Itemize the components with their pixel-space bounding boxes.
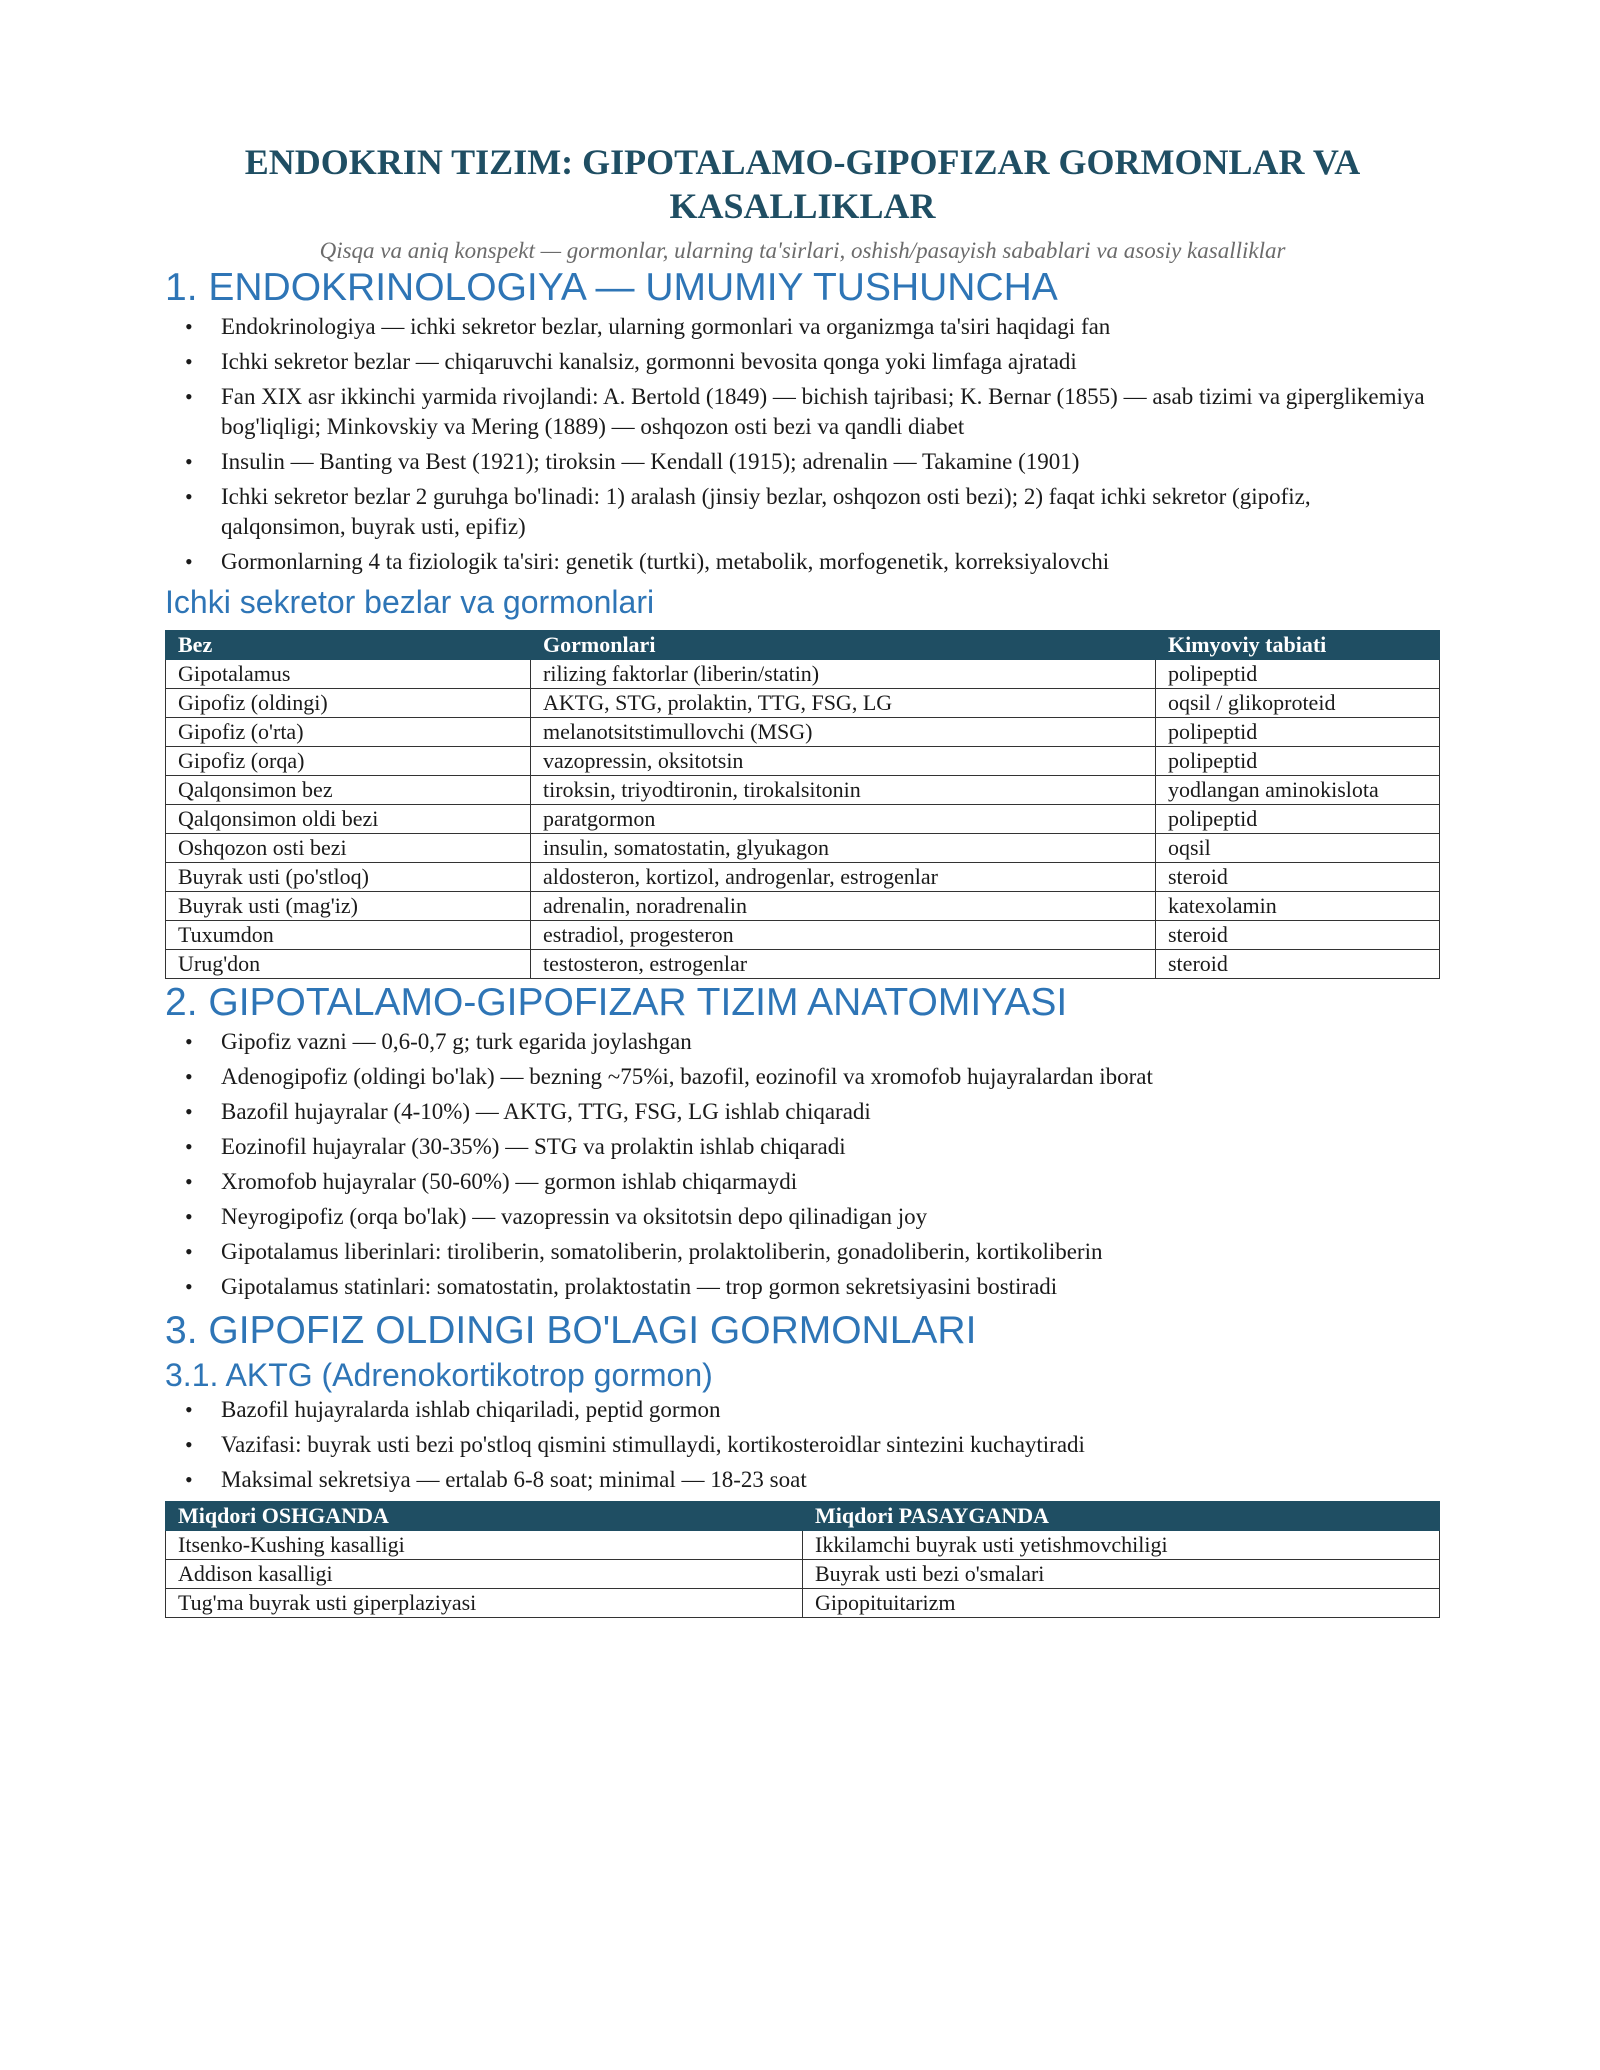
table-row <box>166 863 1440 892</box>
table-cell: steroid <box>1156 950 1440 979</box>
table-cell: paratgormon <box>531 805 1156 834</box>
table-row <box>166 747 1440 776</box>
section-1-list <box>165 312 1440 577</box>
table-cell: Buyrak usti (mag'iz) <box>166 892 531 921</box>
table-cell: insulin, somatostatin, glyukagon <box>531 834 1156 863</box>
list-item: • Gipotalamus statinlari: somatostatin, prolaktostatin — trop gormon sekretsiyasini bostiradi <box>185 1272 1440 1302</box>
list-item: • Bazofil hujayralar (4-10%) — AKTG, TTG, FSG, LG ishlab chiqaradi <box>185 1097 1440 1127</box>
table-cell: vazopressin, oksitotsin <box>531 747 1156 776</box>
table-cell: Gipotalamus <box>166 660 531 689</box>
table-cell: Qalqonsimon oldi bezi <box>166 805 531 834</box>
section-1-heading: 1. ENDOKRINOLOGIYA — UMUMIY TUSHUNCHA <box>165 266 1058 309</box>
table-row <box>166 1589 1440 1618</box>
table-cell: melanotsitstimullovchi (MSG) <box>531 718 1156 747</box>
section-3-1-heading: 3.1. AKTG (Adrenokortikotrop gormon) <box>165 1357 713 1393</box>
table-cell: polipeptid <box>1156 718 1440 747</box>
table-cell: testosteron, estrogenlar <box>531 950 1156 979</box>
table-row <box>166 892 1440 921</box>
table-cell: rilizing faktorlar (liberin/statin) <box>531 660 1156 689</box>
glands-table-heading: Ichki sekretor bezlar va gormonlari <box>165 584 655 620</box>
list-item: • Endokrinologiya — ichki sekretor bezlar, ularning gormonlari va organizmga ta'siri haqidagi fan <box>185 312 1440 342</box>
table-header-row <box>166 631 1440 660</box>
table-cell: Oshqozon osti bezi <box>166 834 531 863</box>
table-cell: oqsil / glikoproteid <box>1156 689 1440 718</box>
table-cell: AKTG, STG, prolaktin, TTG, FSG, LG <box>531 689 1156 718</box>
table-cell: polipeptid <box>1156 747 1440 776</box>
list-item: • Neyrogipofiz (orqa bo'lak) — vazopressin va oksitotsin depo qilinadigan joy <box>185 1202 1440 1232</box>
aktg-table <box>165 1501 1440 1618</box>
table-cell: Gipofiz (orqa) <box>166 747 531 776</box>
table-row <box>166 718 1440 747</box>
document-title: ENDOKRIN TIZIM: GIPOTALAMO-GIPOFIZAR GORMONLAR VA KASALLIKLAR <box>244 142 1361 226</box>
list-item: • Adenogipofiz (oldingi bo'lak) — bezning ~75%i, bazofil, eozinofil va xromofob hujayralardan iborat <box>185 1062 1440 1092</box>
list-item: • Maksimal sekretsiya — ertalab 6-8 soat; minimal — 18-23 soat <box>185 1465 1440 1495</box>
section-2-heading: 2. GIPOTALAMO-GIPOFIZAR TIZIM ANATOMIYASI <box>165 981 1068 1024</box>
table-cell: Buyrak usti bezi o'smalari <box>803 1560 1440 1589</box>
table-cell: Buyrak usti (po'stloq) <box>166 863 531 892</box>
table-cell: katexolamin <box>1156 892 1440 921</box>
table-cell: steroid <box>1156 863 1440 892</box>
table-cell: estradiol, progesteron <box>531 921 1156 950</box>
table-cell: Gipopituitarizm <box>803 1589 1440 1618</box>
table-cell: polipeptid <box>1156 805 1440 834</box>
section-2-list <box>165 1027 1440 1302</box>
table-cell: steroid <box>1156 921 1440 950</box>
table-cell: Addison kasalligi <box>166 1560 803 1589</box>
table-row <box>166 776 1440 805</box>
table-row <box>166 834 1440 863</box>
list-item: • Vazifasi: buyrak usti bezi po'stloq qismini stimullaydi, kortikosteroidlar sintezini kuchaytiradi <box>185 1430 1440 1460</box>
table-cell: Gipofiz (o'rta) <box>166 718 531 747</box>
list-item: • Ichki sekretor bezlar 2 guruhga bo'linadi: 1) aralash (jinsiy bezlar, oshqozon osti bezi); 2) faqat ichki sekretor (gipofiz, qalqonsimon, buyrak usti, epifiz) <box>185 482 1440 542</box>
table-header-cell: Miqdori OSHGANDA <box>166 1502 803 1531</box>
table-cell: aldosteron, kortizol, androgenlar, estrogenlar <box>531 863 1156 892</box>
document-page <box>165 140 1440 1618</box>
table-row <box>166 921 1440 950</box>
table-cell: Gipofiz (oldingi) <box>166 689 531 718</box>
list-item: • Insulin — Banting va Best (1921); tiroksin — Kendall (1915); adrenalin — Takamine (1901) <box>185 447 1440 477</box>
table-cell: polipeptid <box>1156 660 1440 689</box>
list-item: • Bazofil hujayralarda ishlab chiqariladi, peptid gormon <box>185 1395 1440 1425</box>
table-cell: tiroksin, triyodtironin, tirokalsitonin <box>531 776 1156 805</box>
table-cell: oqsil <box>1156 834 1440 863</box>
table-cell: Tug'ma buyrak usti giperplaziyasi <box>166 1589 803 1618</box>
table-row <box>166 689 1440 718</box>
table-cell: Urug'don <box>166 950 531 979</box>
table-header-cell: Kimyoviy tabiati <box>1156 631 1440 660</box>
list-item: • Gormonlarning 4 ta fiziologik ta'siri: genetik (turtki), metabolik, morfogenetik, korreksiyalovchi <box>185 547 1440 577</box>
table-row <box>166 1560 1440 1589</box>
table-cell: yodlangan aminokislota <box>1156 776 1440 805</box>
table-header-cell: Bez <box>166 631 531 660</box>
table-header-cell: Gormonlari <box>531 631 1156 660</box>
table-row <box>166 1531 1440 1560</box>
list-item: • Eozinofil hujayralar (30-35%) — STG va prolaktin ishlab chiqaradi <box>185 1132 1440 1162</box>
document-subtitle: Qisqa va aniq konspekt — gormonlar, ularning ta'sirlari, oshish/pasayish sabablari va asosiy kasalliklar <box>319 238 1286 263</box>
table-cell: adrenalin, noradrenalin <box>531 892 1156 921</box>
table-cell: Qalqonsimon bez <box>166 776 531 805</box>
table-header-cell: Miqdori PASAYGANDA <box>803 1502 1440 1531</box>
list-item: • Fan XIX asr ikkinchi yarmida rivojlandi: A. Bertold (1849) — bichish tajribasi; K. Bernar (1855) — asab tizimi va giperglikemiya bog'liqligi; Minkovskiy va Mering (1889) — oshqozon osti bezi va qandli diabet <box>185 382 1440 442</box>
section-3-heading: 3. GIPOFIZ OLDINGI BO'LAGI GORMONLARI <box>165 1309 977 1352</box>
list-item: • Gipofiz vazni — 0,6-0,7 g; turk egarida joylashgan <box>185 1027 1440 1057</box>
table-row <box>166 805 1440 834</box>
list-item: • Gipotalamus liberinlari: tiroliberin, somatoliberin, prolaktoliberin, gonadoliberin, kortikoliberin <box>185 1237 1440 1267</box>
list-item: • Ichki sekretor bezlar — chiqaruvchi kanalsiz, gormonni bevosita qonga yoki limfaga ajratadi <box>185 347 1440 377</box>
table-row <box>166 950 1440 979</box>
section-3-1-list <box>165 1395 1440 1495</box>
table-cell: Itsenko-Kushing kasalligi <box>166 1531 803 1560</box>
list-item: • Xromofob hujayralar (50-60%) — gormon ishlab chiqarmaydi <box>185 1167 1440 1197</box>
table-header-row <box>166 1502 1440 1531</box>
table-cell: Tuxumdon <box>166 921 531 950</box>
table-row <box>166 660 1440 689</box>
table-cell: Ikkilamchi buyrak usti yetishmovchiligi <box>803 1531 1440 1560</box>
glands-table <box>165 630 1440 979</box>
